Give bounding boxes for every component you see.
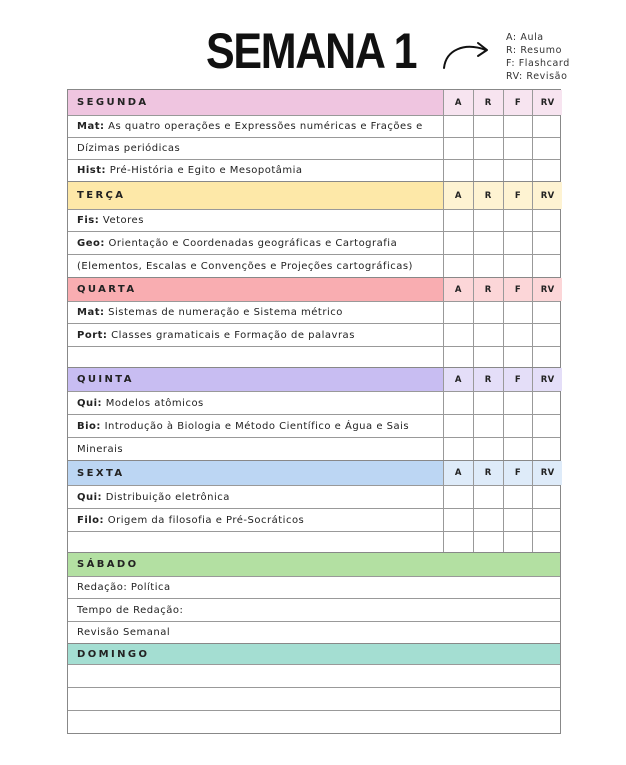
column-header-rv: RV — [532, 278, 562, 301]
day-header-sexta — [68, 460, 560, 485]
topic-cell — [68, 116, 443, 137]
day-label: TERÇA — [68, 182, 443, 209]
table-row — [68, 159, 560, 181]
topic-cell — [68, 210, 443, 231]
subject-label: Mat: — [77, 307, 105, 318]
topic-cell — [68, 160, 443, 181]
check-box-r[interactable] — [473, 486, 503, 508]
check-box-rv[interactable] — [532, 210, 562, 231]
check-box-r[interactable] — [473, 138, 503, 159]
check-box-f[interactable] — [503, 392, 533, 414]
topic-text: Modelos atômicos — [102, 397, 204, 409]
table-row — [68, 664, 560, 687]
check-box-r[interactable] — [473, 255, 503, 277]
column-header-r: R — [473, 461, 503, 485]
column-header-f: F — [503, 461, 533, 485]
check-box-a[interactable] — [443, 347, 473, 367]
day-label: DOMINGO — [68, 644, 560, 664]
check-box-rv[interactable] — [532, 532, 562, 552]
check-box-f[interactable] — [503, 324, 533, 346]
column-header-f: F — [503, 368, 533, 391]
subject-label: Qui: — [77, 491, 103, 503]
topic-text: Introdução à Biologia e Método Científico e Água e Sais — [100, 420, 410, 432]
column-header-f: F — [503, 278, 533, 301]
topic-cell — [68, 438, 443, 460]
column-header-r: R — [473, 368, 503, 391]
check-box-f[interactable] — [503, 438, 533, 460]
column-header-a: A — [443, 368, 473, 391]
topic-text: Vetores — [99, 215, 144, 226]
day-header-quarta — [68, 277, 560, 301]
check-box-a[interactable] — [443, 438, 473, 460]
check-box-a[interactable] — [443, 392, 473, 414]
check-box-r[interactable] — [473, 160, 503, 181]
check-box-rv[interactable] — [532, 486, 562, 508]
check-box-f[interactable] — [503, 347, 533, 367]
topic-cell — [68, 509, 443, 531]
check-box-rv[interactable] — [532, 232, 562, 254]
check-box-r[interactable] — [473, 392, 503, 414]
legend-item: A: Aula — [506, 32, 544, 43]
check-box-f[interactable] — [503, 532, 533, 552]
check-box-f[interactable] — [503, 255, 533, 277]
check-box-a[interactable] — [443, 160, 473, 181]
table-row — [68, 115, 560, 137]
table-row — [68, 414, 560, 437]
check-box-a[interactable] — [443, 302, 473, 323]
table-row — [68, 687, 560, 710]
day-label: SÁBADO — [68, 553, 560, 576]
table-row — [68, 323, 560, 346]
check-box-rv[interactable] — [532, 415, 562, 437]
subject-label: Filo: — [77, 514, 105, 526]
check-box-r[interactable] — [473, 347, 503, 367]
day-label: SEGUNDA — [68, 90, 443, 115]
topic-text: Orientação e Coordenadas geográficas e Cartografia — [104, 237, 398, 249]
check-box-rv[interactable] — [532, 392, 562, 414]
topic-cell — [68, 324, 443, 346]
topic-cell — [68, 232, 443, 254]
day-header-segunda — [68, 90, 560, 115]
subject-label: Port: — [77, 329, 108, 341]
column-header-rv: RV — [532, 368, 562, 391]
legend-item: R: Resumo — [506, 45, 562, 56]
column-header-rv: RV — [532, 182, 562, 209]
column-header-a: A — [443, 278, 473, 301]
table-row — [68, 485, 560, 508]
check-box-r[interactable] — [473, 438, 503, 460]
check-box-a[interactable] — [443, 138, 473, 159]
legend-item: RV: Revisão — [506, 71, 568, 82]
check-box-f[interactable] — [503, 210, 533, 231]
check-box-rv[interactable] — [532, 116, 562, 137]
day-header-terca — [68, 181, 560, 209]
topic-text: Origem da filosofia e Pré-Socráticos — [104, 514, 305, 526]
table-row — [68, 254, 560, 277]
check-box-rv[interactable] — [532, 438, 562, 460]
page-title: SEMANA 1 — [206, 23, 417, 79]
topic-cell — [68, 622, 560, 643]
column-header-r: R — [473, 90, 503, 115]
subject-label: Geo: — [77, 237, 105, 249]
table-row — [68, 137, 560, 159]
curved-arrow-icon — [440, 36, 496, 70]
check-box-r[interactable] — [473, 302, 503, 323]
topic-text: As quatro operações e Expressões numéricas e Frações e — [104, 121, 423, 132]
day-label: QUINTA — [68, 368, 443, 391]
weekly-schedule-table — [67, 89, 561, 734]
topic-text: Pré-História e Egito e Mesopotâmia — [106, 165, 303, 176]
check-box-f[interactable] — [503, 232, 533, 254]
day-header-quinta — [68, 367, 560, 391]
topic-cell — [68, 665, 560, 687]
check-box-a[interactable] — [443, 509, 473, 531]
subject-label: Qui: — [77, 397, 103, 409]
table-row — [68, 508, 560, 531]
check-box-a[interactable] — [443, 532, 473, 552]
check-box-rv[interactable] — [532, 324, 562, 346]
table-row — [68, 437, 560, 460]
column-header-a: A — [443, 90, 473, 115]
table-row — [68, 301, 560, 323]
subject-label: Bio: — [77, 420, 101, 432]
table-row — [68, 391, 560, 414]
check-box-r[interactable] — [473, 232, 503, 254]
check-box-f[interactable] — [503, 509, 533, 531]
check-box-a[interactable] — [443, 255, 473, 277]
table-row — [68, 531, 560, 552]
check-box-r[interactable] — [473, 210, 503, 231]
check-box-rv[interactable] — [532, 255, 562, 277]
subject-label: Mat: — [77, 121, 105, 132]
column-header-r: R — [473, 182, 503, 209]
column-header-rv: RV — [532, 461, 562, 485]
check-box-a[interactable] — [443, 116, 473, 137]
check-box-rv[interactable] — [532, 509, 562, 531]
topic-cell — [68, 302, 443, 323]
check-box-a[interactable] — [443, 232, 473, 254]
legend-item: F: Flashcard — [506, 58, 570, 69]
column-header-a: A — [443, 182, 473, 209]
check-box-a[interactable] — [443, 486, 473, 508]
column-header-r: R — [473, 278, 503, 301]
check-box-a[interactable] — [443, 324, 473, 346]
day-header-domingo — [68, 643, 560, 664]
topic-text: Distribuição eletrônica — [102, 491, 230, 503]
topic-cell — [68, 392, 443, 414]
check-box-a[interactable] — [443, 415, 473, 437]
check-box-r[interactable] — [473, 415, 503, 437]
column-header-rv: RV — [532, 90, 562, 115]
legend — [506, 31, 570, 83]
table-row — [68, 576, 560, 598]
check-box-rv[interactable] — [532, 302, 562, 323]
subject-label: Hist: — [77, 165, 107, 176]
check-box-f[interactable] — [503, 138, 533, 159]
topic-text: (Elementos, Escalas e Convenções e Projeções cartográficas) — [77, 260, 413, 272]
check-box-r[interactable] — [473, 532, 503, 552]
topic-text: Tempo de Redação: — [77, 604, 184, 616]
check-box-f[interactable] — [503, 415, 533, 437]
column-header-a: A — [443, 461, 473, 485]
day-header-sabado — [68, 552, 560, 576]
topic-cell — [68, 711, 560, 733]
topic-text: Sistemas de numeração e Sistema métrico — [104, 307, 343, 318]
column-header-f: F — [503, 182, 533, 209]
topic-text: Revisão Semanal — [77, 627, 171, 638]
check-box-f[interactable] — [503, 160, 533, 181]
check-box-f[interactable] — [503, 302, 533, 323]
topic-cell — [68, 138, 443, 159]
day-label: SEXTA — [68, 461, 443, 485]
topic-cell — [68, 599, 560, 621]
topic-text: Classes gramaticais e Formação de palavras — [107, 329, 355, 341]
column-header-f: F — [503, 90, 533, 115]
topic-cell — [68, 688, 560, 710]
check-box-rv[interactable] — [532, 138, 562, 159]
check-box-a[interactable] — [443, 210, 473, 231]
topic-cell — [68, 255, 443, 277]
topic-text: Dízimas periódicas — [77, 143, 181, 154]
check-box-f[interactable] — [503, 116, 533, 137]
topic-cell — [68, 577, 560, 598]
topic-cell — [68, 347, 443, 367]
topic-cell — [68, 532, 443, 552]
table-row — [68, 231, 560, 254]
table-row — [68, 710, 560, 733]
topic-cell — [68, 486, 443, 508]
topic-text: Minerais — [77, 443, 124, 455]
subject-label: Fis: — [77, 215, 100, 226]
check-box-rv[interactable] — [532, 347, 562, 367]
check-box-rv[interactable] — [532, 160, 562, 181]
check-box-r[interactable] — [473, 324, 503, 346]
table-row — [68, 209, 560, 231]
table-row — [68, 598, 560, 621]
topic-text: Redação: Política — [77, 582, 171, 593]
day-label: QUARTA — [68, 278, 443, 301]
table-row — [68, 621, 560, 643]
table-row — [68, 346, 560, 367]
check-box-r[interactable] — [473, 509, 503, 531]
topic-cell — [68, 415, 443, 437]
check-box-r[interactable] — [473, 116, 503, 137]
check-box-f[interactable] — [503, 486, 533, 508]
